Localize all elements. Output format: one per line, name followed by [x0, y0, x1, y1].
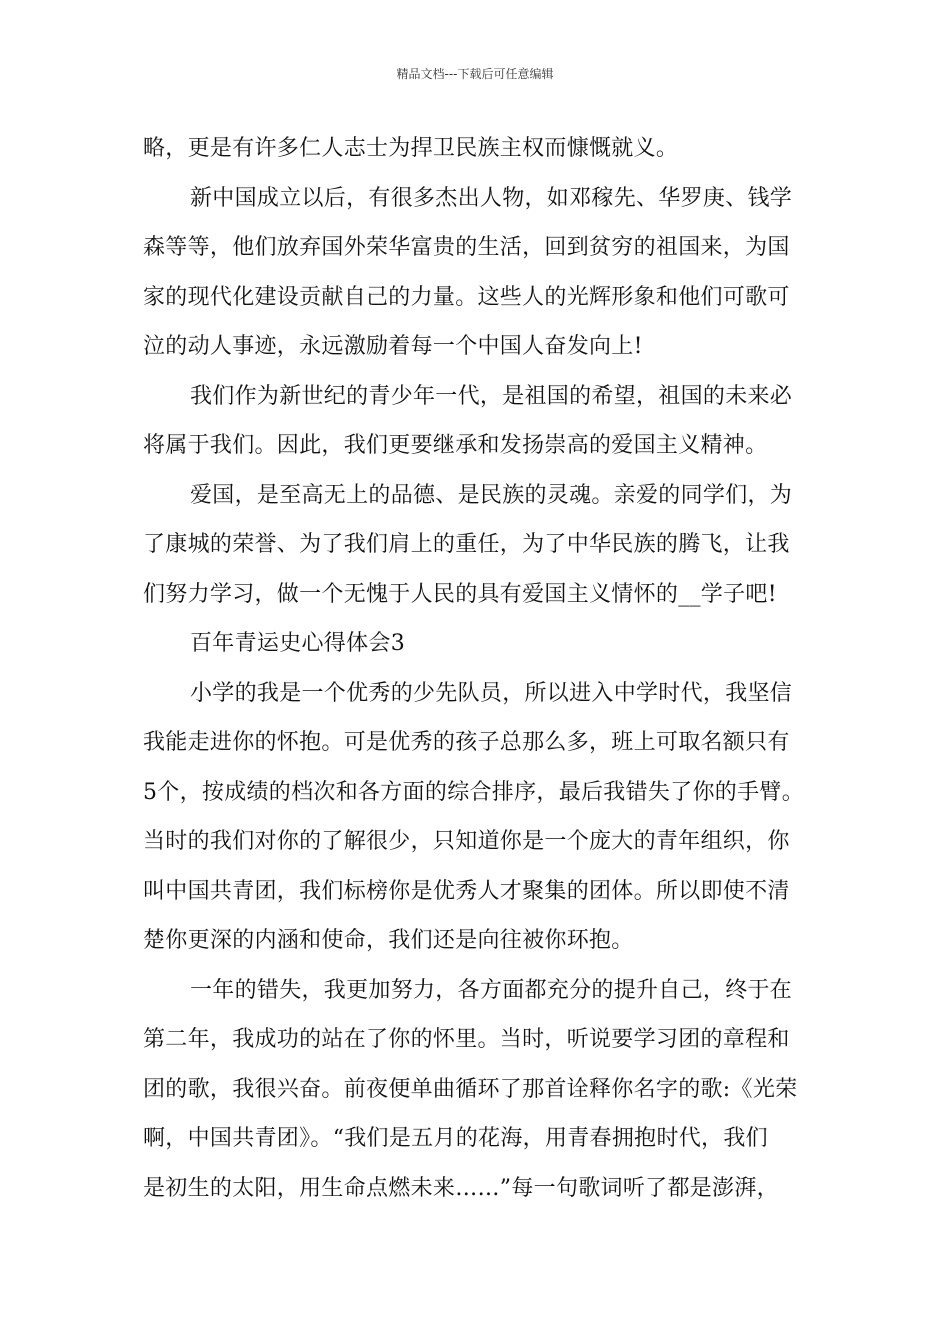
text-line: 啊，中国共青团》。“我们是五月的花海，用青春拥抱时代，我们 — [143, 1126, 768, 1151]
section-heading: 百年青运史心得体会3 — [190, 631, 405, 656]
text-line: 们努力学习，做一个无愧于人民的具有爱国主义情怀的__学子吧! — [143, 581, 777, 607]
text-line: 一年的错失，我更加努力，各方面都充分的提升自己，终于在 — [190, 977, 793, 1003]
text-line: 爱国，是至高无上的品德、是民族的灵魂。亲爱的同学们，为 — [190, 482, 793, 508]
text-line: 将属于我们。因此，我们更要继承和发扬崇高的爱国主义精神。 — [143, 433, 768, 458]
text-line: 5个，按成绩的档次和各方面的综合排序，最后我错失了你的手臂。 — [143, 779, 804, 805]
page-header: 精品文档---下载后可任意编辑 — [396, 67, 554, 81]
text-line: 泣的动人事迹，永远激励着每一个中国人奋发向上! — [143, 334, 643, 359]
text-line: 团的歌，我很兴奋。前夜便单曲循环了那首诠释你名字的歌:《光荣 — [143, 1076, 798, 1102]
text-line: 森等等，他们放弃国外荣华富贵的生活，回到贫穷的祖国来，为国 — [143, 235, 790, 260]
text-line: 新中国成立以后，有很多杰出人物，如邓稼先、华罗庚、钱学 — [190, 185, 793, 211]
text-line: 当时的我们对你的了解很少，只知道你是一个庞大的青年组织，你 — [143, 829, 790, 854]
text-line: 楚你更深的内涵和使命，我们还是向往被你环抱。 — [143, 928, 634, 953]
text-line: 我们作为新世纪的青少年一代，是祖国的希望，祖国的未来必 — [190, 383, 793, 409]
text-line: 我能走进你的怀抱。可是优秀的孩子总那么多，班上可取名额只有 — [143, 730, 790, 755]
text-line: 是初生的太阳，用生命点燃未来……”每一句歌词听了都是澎湃， — [143, 1175, 779, 1201]
text-line: 第二年，我成功的站在了你的怀里。当时，听说要学习团的章程和 — [143, 1027, 790, 1052]
text-line: 小学的我是一个优秀的少先队员，所以进入中学时代，我坚信 — [190, 680, 793, 706]
text-line: 略，更是有许多仁人志士为捍卫民族主权而慷慨就义。 — [143, 136, 679, 161]
text-line: 了康城的荣誉、为了我们肩上的重任，为了中华民族的腾飞，让我 — [143, 532, 790, 557]
text-line: 家的现代化建设贡献自己的力量。这些人的光辉形象和他们可歌可 — [143, 284, 790, 310]
document-body — [143, 124, 843, 1213]
text-line: 叫中国共青团，我们标榜你是优秀人才聚集的团体。所以即使不清 — [143, 878, 790, 904]
